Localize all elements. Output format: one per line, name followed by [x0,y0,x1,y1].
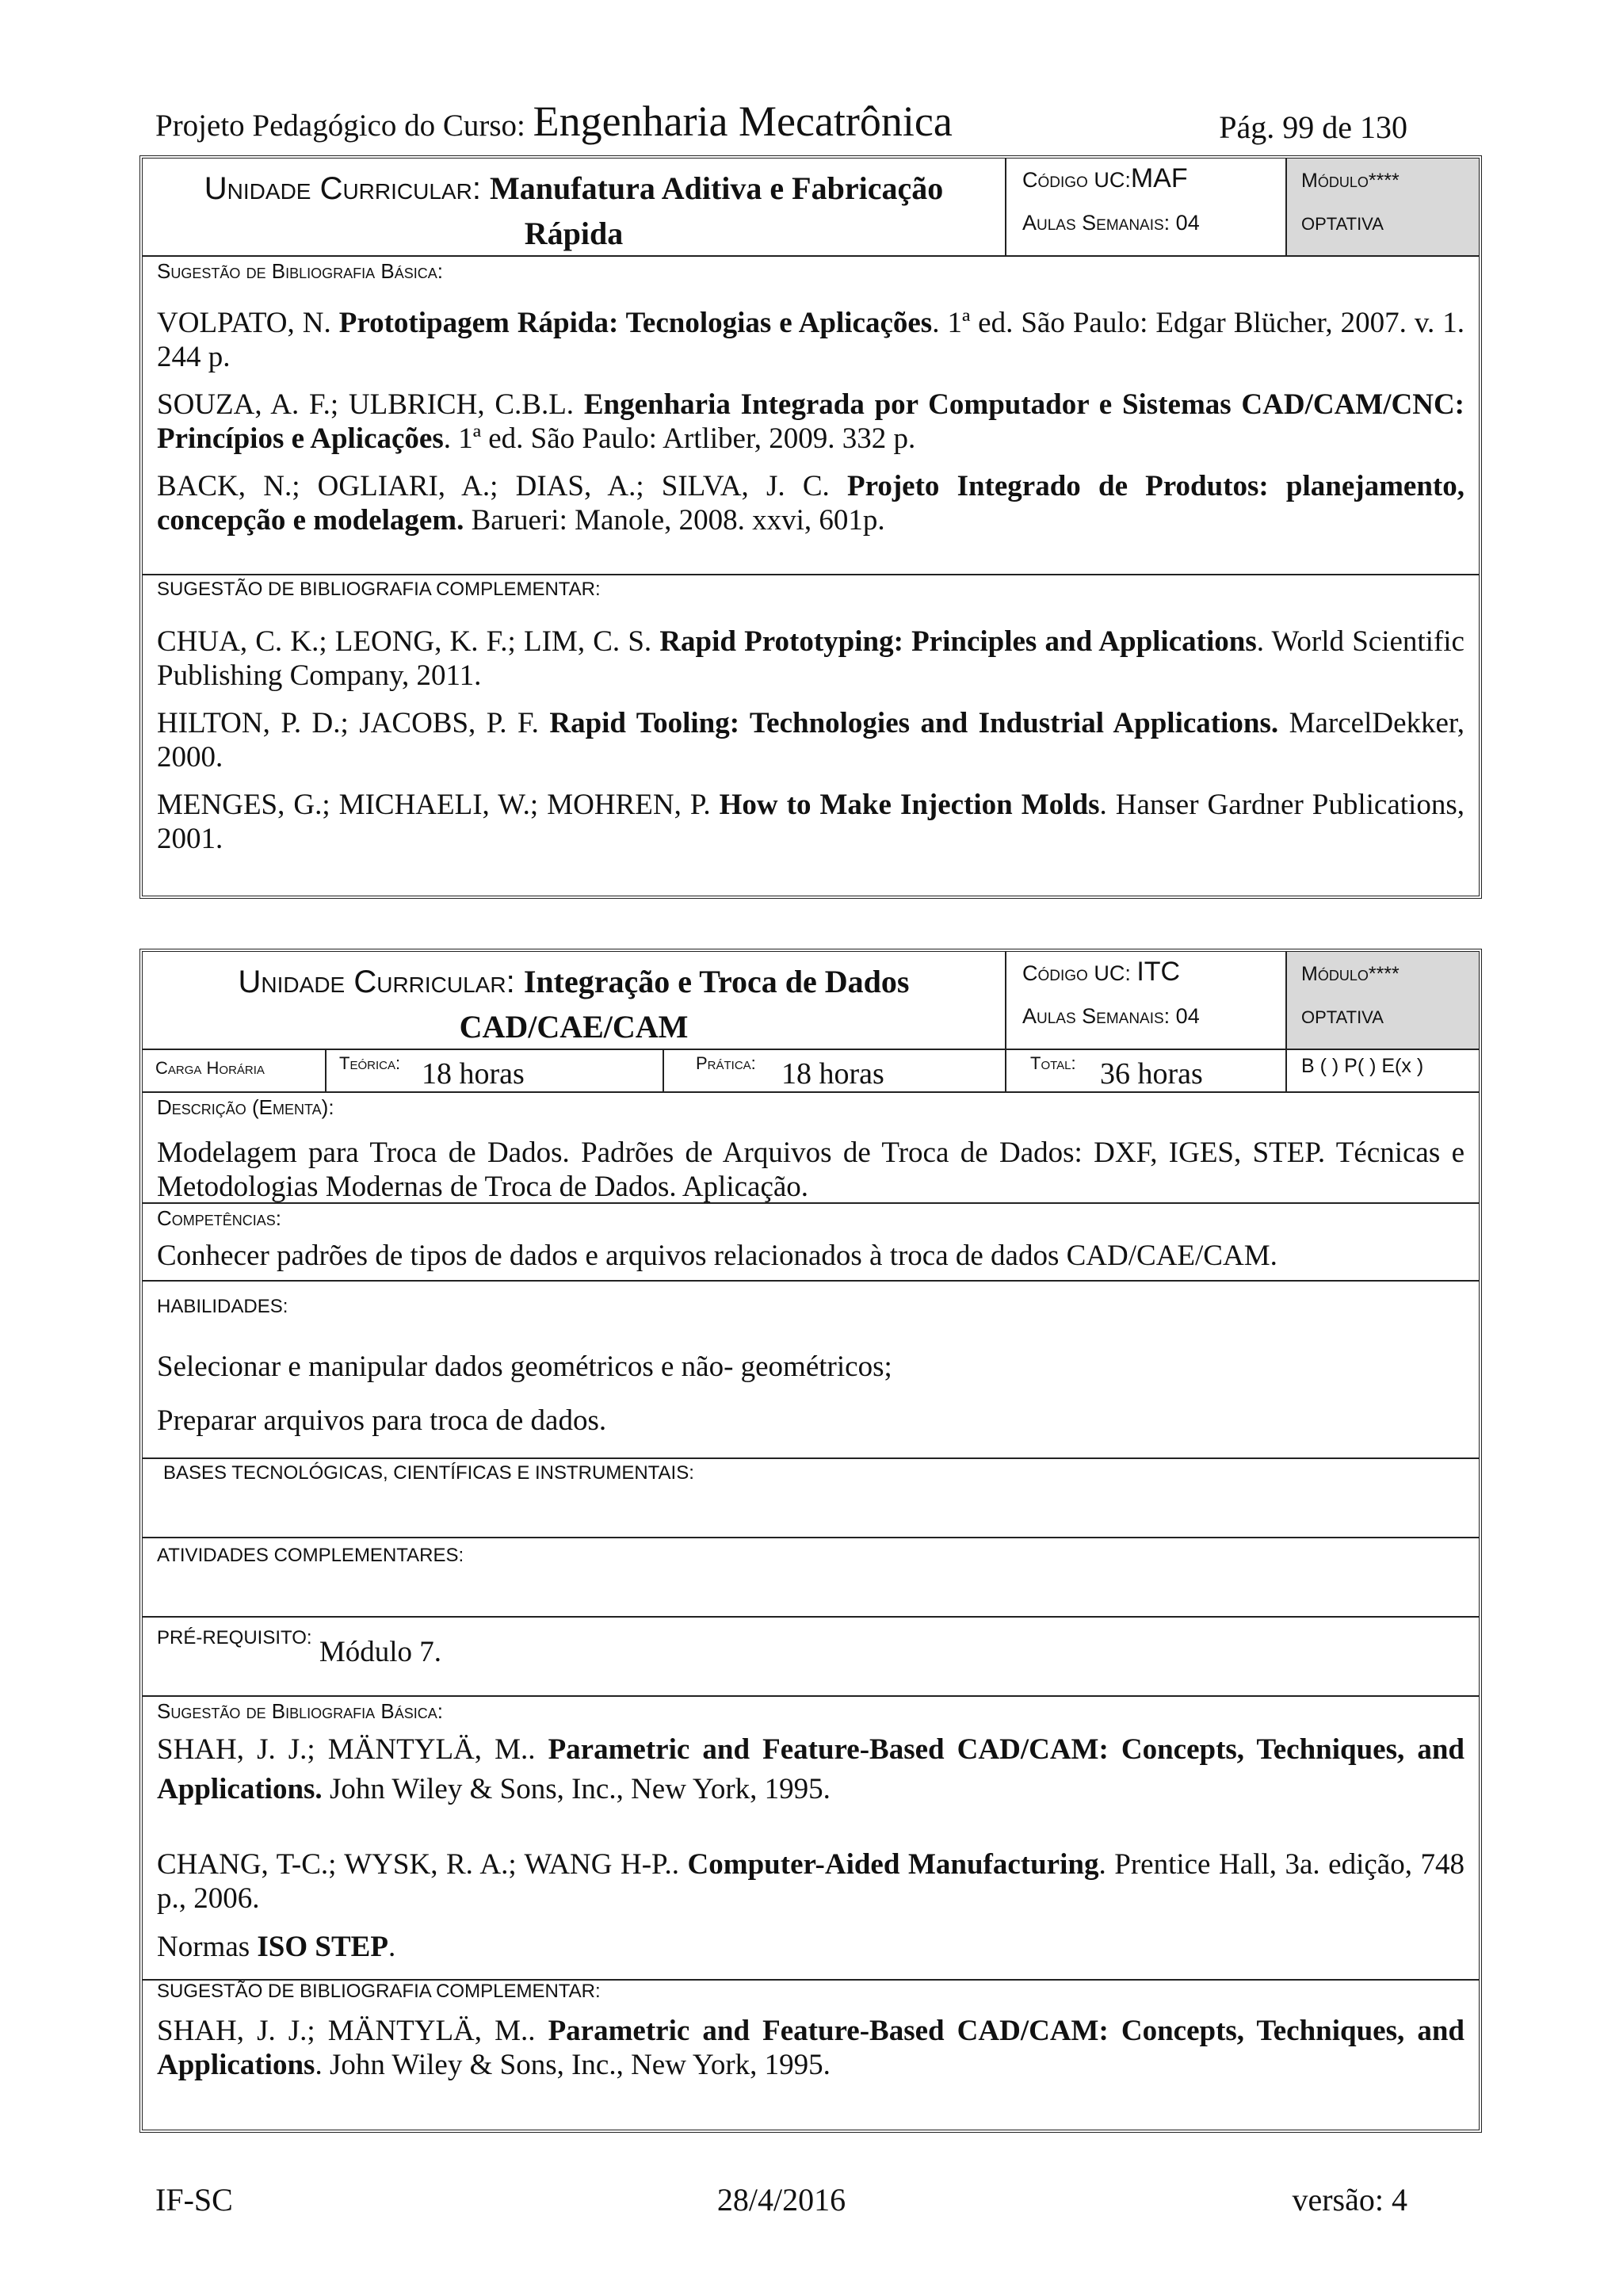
course-lead-text: Projeto Pedagógico do Curso: [155,109,533,143]
total-hours-value: 36 horas [1100,1057,1203,1091]
description-label: Descrição (Ementa): [157,1095,334,1119]
bib-entry: VOLPATO, N. Prototipagem Rápida: Tecnologias e Aplicações. 1ª ed. São Paulo: Edgar Blücher, 2007. v. 1. 244 p. [157,307,1465,373]
uc-title-cell [143,952,1006,1049]
page-number: Pág. 99 de 130 [1219,109,1407,145]
practice-hours-label: Prática: [696,1053,756,1073]
bpe-marker: B ( ) P( ) E(x ) [1301,1055,1424,1077]
bib-basic-section [143,257,1479,575]
prerequisite-line [143,1618,1479,1668]
bib-entry: SOUZA, A. F.; ULBRICH, C.B.L. Engenharia Integrada por Computador e Sistemas CAD/CAM/CNC: Princípios e Aplicações. 1ª ed. São Paulo: Artliber, 2009. 332 p. [157,388,1465,455]
uc-title-label: Unidade Curricular: [204,171,491,206]
uc-weekly-classes: Aulas Semanais: 04 [1022,211,1200,235]
skills-label: HABILIDADES: [157,1296,288,1317]
uc-module-value: OPTATIVA [1301,1007,1384,1027]
uc-module-label: Módulo**** [1301,170,1400,192]
uc-code-value: MAF [1130,163,1188,193]
skill-item: Selecionar e manipular dados geométricos e não- geométricos; [157,1350,892,1383]
bpe-cell [1287,1050,1479,1091]
bib-entry: CHANG, T-C.; WYSK, R. A.; WANG H-P.. Computer-Aided Manufacturing. Prentice Hall, 3a. edição, 748 p., 2006. [157,1848,1465,1915]
uc-table-itc [139,949,1482,2133]
page-footer [155,2181,1407,2222]
theory-hours-label: Teórica: [339,1053,401,1073]
uc-title: Manufatura Aditiva e Fabricação Rápida [490,170,944,251]
bib-entry: BACK, N.; OGLIARI, A.; DIAS, A.; SILVA, J. C. Projeto Integrado de Produtos: planejamento, concepção e modelagem. Barueri: Manole, 2008. xxvi, 601p. [157,470,1465,537]
bib-complementary-section [143,575,1479,892]
uc-module-cell [1287,952,1479,1049]
hours-row [143,1050,1479,1093]
uc-code [1022,957,1180,988]
theory-hours-value: 18 horas [422,1057,525,1091]
bib-basic-label: Sugestão de Bibliografia Básica: [157,259,443,283]
carga-horaria-label: Carga Horária [155,1058,265,1078]
uc-code-label: Código UC: [1022,961,1137,985]
footer-institution: IF-SC [155,2182,233,2218]
uc-title-label: Unidade Curricular: [238,965,524,999]
footer-version: versão: 4 [1292,2182,1407,2218]
prerequisite-value: Módulo 7. [311,1636,442,1668]
bib-entry: MENGES, G.; MICHAELI, W.; MOHREN, P. How to Make Injection Molds. Hanser Gardner Publications, 2001. [157,789,1465,855]
bib-basic-label: Sugestão de Bibliografia Básica: [157,1699,443,1723]
uc-title-cell [143,159,1006,255]
description-text: Modelagem para Troca de Dados. Padrões de Arquivos de Troca de Dados: DXF, IGES, STEP. Técnicas e Metodologias Modernas de Troca de Dados. Aplicação. [157,1137,1465,1203]
bib-entry: Normas ISO STEP. [157,1931,396,1963]
total-hours-label: Total: [1030,1053,1076,1073]
uc-code [1022,163,1188,194]
competencies-label: Competências: [157,1206,282,1230]
bib-entry: SHAH, J. J.; MÄNTYLÄ, M.. Parametric and Feature-Based CAD/CAM: Concepts, Techniques, and Applications. John Wiley & Sons, Inc., New York, 1995. [157,1733,1465,1805]
uc-code-cell [1006,159,1287,255]
uc-module-cell [1287,159,1479,255]
bib-entry: CHUA, C. K.; LEONG, K. F.; LIM, C. S. Rapid Prototyping: Principles and Applications. World Scientific Publishing Company, 2011. [157,625,1465,692]
competencies-text: Conhecer padrões de tipos de dados e arquivos relacionados à troca de dados CAD/CAE/CAM. [157,1240,1277,1272]
theory-hours-cell [327,1050,664,1091]
bib-basic-section [143,1697,1479,1981]
uc-weekly-classes: Aulas Semanais: 04 [1022,1004,1200,1028]
uc-title: Integração e Troca de Dados CAD/CAE/CAM [459,964,910,1045]
total-hours-cell [1006,1050,1287,1091]
bases-label: BASES TECNOLÓGICAS, CIENTÍFICAS E INSTRUMENTAIS: [163,1462,694,1484]
uc-header-row [143,952,1479,1050]
bases-section [143,1459,1479,1538]
footer-date: 28/4/2016 [716,2182,846,2218]
complementary-activities-label: ATIVIDADES COMPLEMENTARES: [157,1545,464,1566]
uc-table-maf [139,155,1482,899]
uc-module-value: OPTATIVA [1301,214,1384,234]
skills-section [143,1282,1479,1459]
practice-hours-value: 18 horas [781,1057,884,1091]
hours-label-cell [143,1050,327,1091]
prerequisite-section [143,1618,1479,1697]
uc-code-cell [1006,952,1287,1049]
bib-entry: HILTON, P. D.; JACOBS, P. F. Rapid Tooling: Technologies and Industrial Applications. MarcelDekker, 2000. [157,707,1465,774]
practice-hours-cell [664,1050,1006,1091]
course-line [155,97,953,146]
uc-code-value: ITC [1136,957,1181,987]
bib-complementary-section [143,1981,1479,2123]
bib-entry: SHAH, J. J.; MÄNTYLÄ, M.. Parametric and Feature-Based CAD/CAM: Concepts, Techniques, and Applications. John Wiley & Sons, Inc., New York, 1995. [157,2015,1465,2081]
page-header [155,97,1407,151]
uc-header-row [143,159,1479,257]
prerequisite-label: PRÉ-REQUISITO: [157,1627,312,1648]
description-section [143,1093,1479,1204]
uc-code-label: Código UC: [1022,168,1131,192]
skill-item: Preparar arquivos para troca de dados. [157,1404,607,1437]
course-name: Engenharia Mecatrônica [533,97,953,145]
bib-complementary-label: SUGESTÃO DE BIBLIOGRAFIA COMPLEMENTAR: [157,1981,601,2002]
bib-complementary-label: SUGESTÃO DE BIBLIOGRAFIA COMPLEMENTAR: [157,579,601,600]
complementary-activities-section [143,1538,1479,1618]
uc-module-label: Módulo**** [1301,963,1400,985]
competencies-section [143,1204,1479,1282]
